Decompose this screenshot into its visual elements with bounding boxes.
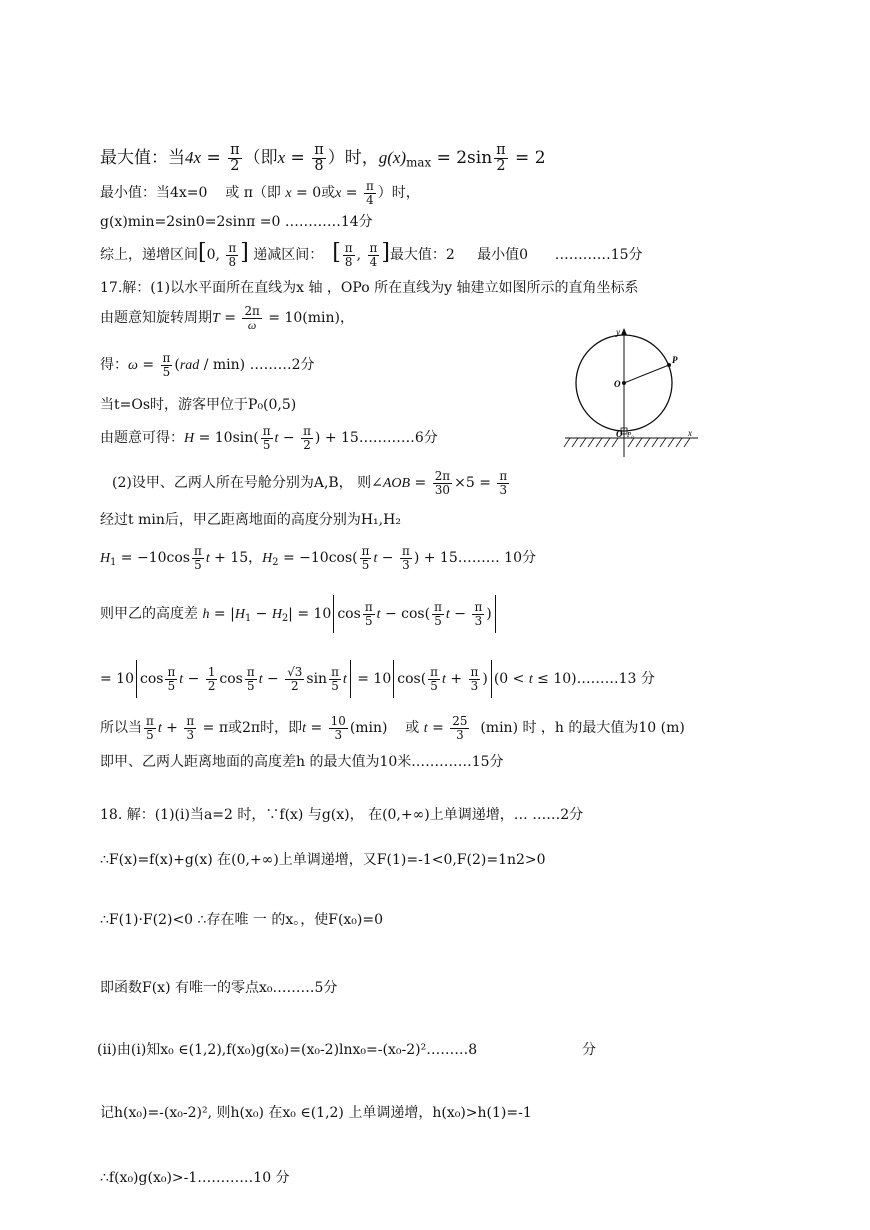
max-value-line: 最大值：当4x = $\frac{\pi}{2}$ （即x = $\frac{\pi}{8}$ ）时，$g(x)_{max} = 2\sin$ $\frac{\pi}{2}$ = 2 bbox=[100, 142, 546, 175]
bottom-o-label: O bbox=[616, 429, 623, 439]
omega-line: 得：ω = $\frac{\pi}{5}$ (rad / min) ………2分 bbox=[100, 351, 315, 379]
center-label: O bbox=[614, 379, 621, 389]
ferris-wheel-figure bbox=[560, 325, 720, 465]
p0-line: 当t=Os时，游客甲位于P₀(0,5) bbox=[100, 397, 297, 413]
p-label: P bbox=[672, 355, 678, 365]
radius-op bbox=[624, 365, 669, 383]
x-label: x bbox=[688, 428, 692, 438]
problem-18-intro: 18. 解：(1)(i)当a=2 时，∵f(x) 与g(x)， 在(0,+∞)上单调递增，… ……2分 bbox=[100, 807, 584, 823]
period-line: 由题意知旋转周期T = $\frac{2\pi}{\omega}$ = 10(min)， bbox=[100, 304, 354, 332]
gmin-line: g(x)min=2sin0=2sinπ =0 …………14分 bbox=[100, 214, 373, 230]
part-ii-score: 分 bbox=[582, 1042, 596, 1058]
part-ii-line: (ii)由(i)知x₀ ∈(1,2),f(x₀)g(x₀)=(x₀-2)lnx₀=-(x₀-2)²………8 bbox=[97, 1042, 478, 1058]
height-diff-line: 则甲乙的高度差 $h = |H_1 - H_2| = 10$ cos $\frac{\pi}{5}$ t − cos( $\frac{\pi}{5}$ t − $\frac{\pi}{3}$ ) bbox=[100, 595, 498, 633]
simplify-line: = 10 cos $\frac{\pi}{5}$ t − $\frac{1}{2}$ cos $\frac{\pi}{5}$ t − $\frac{√3}{2}$ sin $\frac{\pi}{5}$ t = 10 cos( $\frac{\pi}{5}$ t + $\frac{\pi}{3}$ ) (0 < t ≤ 10)………13 分 bbox=[100, 660, 655, 698]
y-axis-arrow bbox=[621, 328, 627, 335]
final-line: ∴f(x₀)g(x₀)>-1…………10 分 bbox=[100, 1170, 290, 1186]
center-dot bbox=[622, 381, 626, 385]
point-p-dot bbox=[667, 363, 671, 367]
ferris-wheel-svg bbox=[560, 325, 720, 465]
p0-label: P₀ bbox=[627, 431, 634, 439]
angle-aob-line: (2)设甲、乙两人所在号舱分别为A,B， 则∠AOB = $\frac{2\pi}{30}$ ×5 = $\frac{\pi}{3}$ bbox=[112, 469, 508, 497]
max-condition-line: 所以当 $\frac{\pi}{5}$ t + $\frac{\pi}{3}$ = π或2π时，即t = $\frac{10}{3}$ (min) 或 t = $\frac{25}{3}$ (min) 时 ，h 的最大值为10 (m) bbox=[100, 714, 685, 742]
conclusion-17-line: 即甲、乙两人距离地面的高度差h 的最大值为10米.…………15分 bbox=[100, 754, 504, 770]
zero-point-line: 即函数F(x) 有唯一的零点x₀………5分 bbox=[100, 980, 338, 996]
min-value-line: 最小值：当4x=0 或 π（即 x = 0或x = $\frac{\pi}{4}$ ）时， bbox=[100, 179, 420, 207]
after-t-min-line: 经过t min后，甲乙距离地面的高度分别为H₁,H₂ bbox=[100, 512, 401, 528]
Fx-monotone-line: ∴F(x)=f(x)+g(x) 在(0,+∞)上单调递增，又F(1)=-1<0,F(2)=1n2>0 bbox=[100, 852, 546, 868]
problem-17-intro: 17.解：(1)以水平面所在直线为x 轴 ，OPo 所在直线为y 轴建立如图所示的直角坐标系 bbox=[100, 280, 639, 296]
y-label: y bbox=[616, 327, 620, 337]
summary-line: 综上，递增区间[0, $\frac{\pi}{8}$ ] 递减区间： [ $\frac{\pi}{8}$ , $\frac{\pi}{4}$ ]最大值：2 最小值0 …………15分 bbox=[100, 240, 643, 269]
ground-hatching bbox=[564, 438, 690, 447]
hx0-line: 记h(x₀)=-(x₀-2)², 则h(x₀) 在x₀ ∈(1,2) 上单调递增，h(x₀)>h(1)=-1 bbox=[100, 1105, 532, 1121]
height-formula-line: 由题意可得：H = 10sin( $\frac{\pi}{5}$ t − $\frac{\pi}{2}$ ) + 15…………6分 bbox=[100, 424, 438, 452]
unique-zero-line: ∴F(1)·F(2)<0 ∴存在唯 一 的x。，使F(x₀)=0 bbox=[100, 912, 384, 928]
h1-h2-line: $H_1 = -10\cos$ $\frac{\pi}{5}$ t + 15，$H_2 = -10\cos$( $\frac{\pi}{5}$ t − $\frac{\pi}{3}$ ) + 15……… 10分 bbox=[100, 544, 536, 572]
